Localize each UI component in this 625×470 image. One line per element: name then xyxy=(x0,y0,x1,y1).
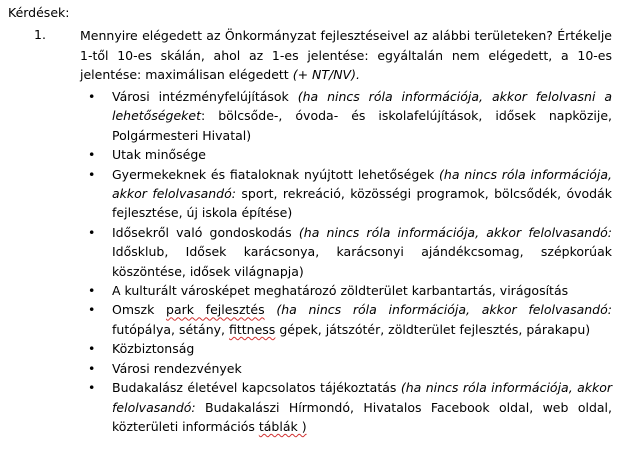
item-note: (ha nincs róla információja, akkor felolvasandó: xyxy=(112,380,613,415)
bullet-icon: • xyxy=(88,147,96,163)
list-item xyxy=(80,300,612,339)
item-detail: sport, rekreáció, közösségi programok, bölcsődék, óvodák fejlesztése, új iskola építése) xyxy=(112,186,612,221)
question-number: 1. xyxy=(34,27,46,42)
bullet-icon: • xyxy=(88,302,96,318)
question-body: Mennyire elégedett az Önkormányzat fejlesztéseivel az alábbi területeken? Értékelje 1-től 10-es skálán, ahol az 1-es jelentése: egyáltalán nem elégedett, a 10-es jelentése: maximálisan elégedett xyxy=(80,28,612,82)
list-item xyxy=(80,145,612,164)
question-text xyxy=(80,26,612,85)
bullet-icon: • xyxy=(88,89,96,104)
item-detail: Budakalászi Hírmondó, Hivatalos Facebook oldal, web oldal, közterületi információs xyxy=(112,399,612,434)
item-label: Utak minősége xyxy=(112,147,206,163)
item-note: (ha nincs róla információja, akkor felolvasandó: xyxy=(276,302,612,318)
bullet-icon: • xyxy=(88,380,96,396)
item-note: (ha nincs róla információja, akkor felolvasni a lehetőségeket xyxy=(112,89,612,124)
spellcheck-underlined-text: táblák ) xyxy=(258,418,307,434)
item-detail: Idősklub, Idősek karácsonya, karácsonyi ajándékcsomag, szépkorúak köszöntése, idősek világnapja) xyxy=(112,244,612,279)
spellcheck-underlined-text: fittness xyxy=(229,321,276,337)
list-item xyxy=(80,165,612,223)
item-note: (ha nincs róla információja, akkor felolvasandó: xyxy=(298,224,612,240)
item-label: Városi rendezvények xyxy=(112,360,242,376)
list-item xyxy=(80,87,612,145)
question-note: (+ NT/NV). xyxy=(292,67,360,82)
section-heading: Kérdések: xyxy=(8,5,70,20)
item-detail-rest: gépek, játszótér, zöldterület fejlesztés, párakapu) xyxy=(279,321,591,337)
bullet-icon: • xyxy=(88,224,96,240)
list-item xyxy=(80,339,612,358)
item-label: Városi intézményfelújítások xyxy=(112,89,289,104)
item-label: Gyermekeknek és fiataloknak nyújtott lehetőségek xyxy=(112,166,435,182)
list-item xyxy=(80,281,612,300)
bullet-icon: • xyxy=(88,360,96,376)
list-item xyxy=(80,378,612,436)
bullet-icon: • xyxy=(88,166,96,182)
list-item xyxy=(80,359,612,378)
answer-item-list xyxy=(80,87,612,436)
item-detail: futópálya, sétány, xyxy=(112,321,226,337)
list-item xyxy=(80,223,612,281)
item-label: A kulturált városképet meghatározó zöldterület karbantartás, virágosítás xyxy=(112,283,569,299)
item-detail: : bölcsőde-, óvoda- és iskolafelújítások, idősek napközije, Polgármesteri Hivatal) xyxy=(112,108,612,143)
item-label: Budakalász életével kapcsolatos tájékoztatás xyxy=(112,380,397,396)
spellcheck-underlined-text: park fejlesztés xyxy=(166,302,265,318)
item-label: Idősekről való gondoskodás xyxy=(112,224,292,240)
item-note: (ha nincs róla információja, akkor felolvasandó: xyxy=(112,166,612,202)
item-label: Omszk xyxy=(112,302,155,318)
bullet-icon: • xyxy=(88,283,96,299)
bullet-icon: • xyxy=(88,341,96,357)
item-label: Közbiztonság xyxy=(112,341,195,357)
